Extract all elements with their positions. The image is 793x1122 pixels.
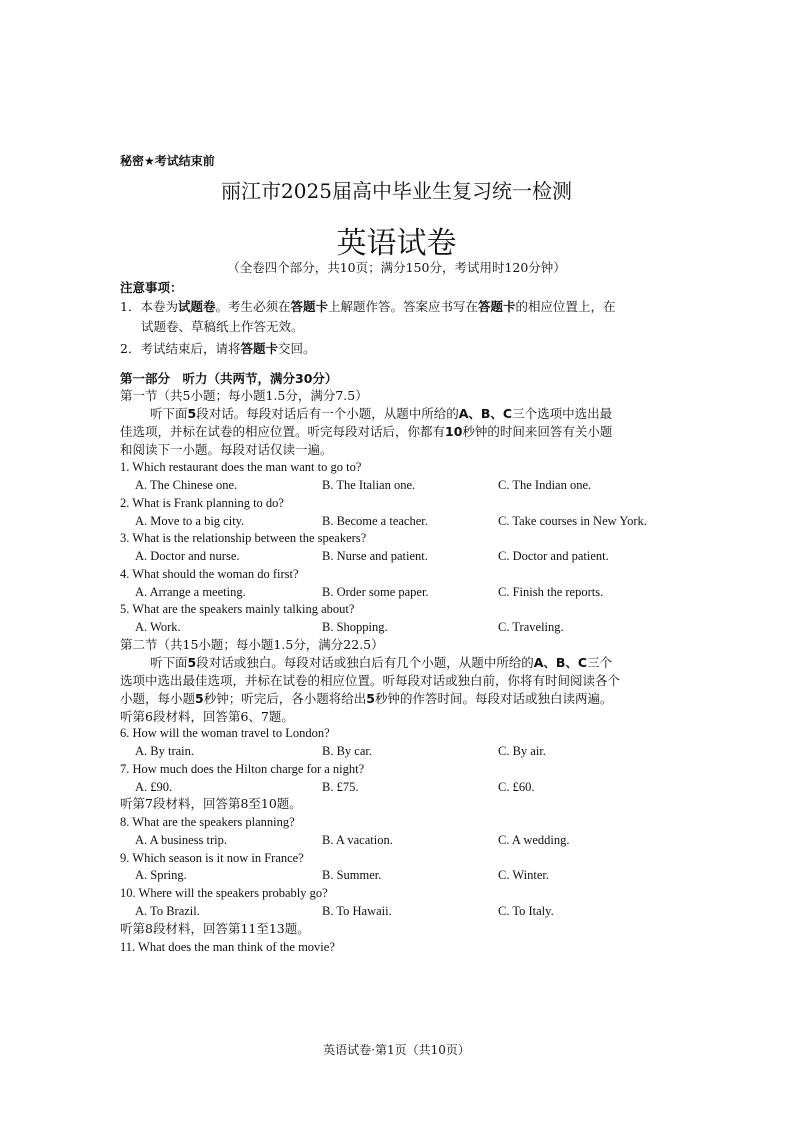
page-footer: 英语试卷·第1页（共10页） <box>323 1043 470 1057</box>
notice-item-1: 1．本卷为试题卷。考生必须在答题卡上解题作答。答案应书写在答题卡的相应位置上，在 <box>120 299 616 314</box>
q6-option-a[interactable]: A. By train. <box>135 744 195 758</box>
q9-option-a[interactable]: A. Spring. <box>135 868 187 882</box>
q9-option-b[interactable]: B. Summer. <box>322 868 382 882</box>
q7-option-a[interactable]: A. £90. <box>135 780 173 794</box>
material-6-label: 听第6段材料，回答第6、7题。 <box>120 709 294 724</box>
q8-option-c[interactable]: C. A wedding. <box>498 833 570 847</box>
q8-option-b[interactable]: B. A vacation. <box>322 833 393 847</box>
section1-instruction-line3: 和阅读下一小题。每段对话仅读一遍。 <box>120 442 333 457</box>
exam-subtitle: （全卷四个部分，共10页；满分150分，考试用时120分钟） <box>227 260 566 275</box>
q1-option-b[interactable]: B. The Italian one. <box>322 478 416 492</box>
q9-option-c[interactable]: C. Winter. <box>498 868 550 882</box>
q2-option-b[interactable]: B. Become a teacher. <box>322 514 428 528</box>
exam-title: 丽江市2025届高中毕业生复习统一检测 <box>221 179 572 203</box>
q7-option-c[interactable]: C. £60. <box>498 780 535 794</box>
q2-option-a[interactable]: A. Move to a big city. <box>135 514 245 528</box>
q10-option-b[interactable]: B. To Hawaii. <box>322 904 392 918</box>
q5-option-c[interactable]: C. Traveling. <box>498 620 564 634</box>
q4-option-c[interactable]: C. Finish the reports. <box>498 585 604 599</box>
section1-instruction-line2: 佳选项，并标在试卷的相应位置。听完每段对话后，你都有10秒钟的时间来回答有关小题 <box>120 424 613 439</box>
section2-instruction-line3: 小题，每小题5秒钟；听完后，各小题将给出5秒钟的作答时间。每段对话或独白读两遍。 <box>120 691 613 706</box>
section1-instruction-line1: 听下面5段对话。每段对话后有一个小题，从题中所给的A、B、C三个选项中选出最 <box>150 406 613 421</box>
q10-option-a[interactable]: A. To Brazil. <box>135 904 200 918</box>
q2-option-c[interactable]: C. Take courses in New York. <box>498 514 647 528</box>
part1-heading: 第一部分 听力（共两节，满分30分） <box>120 371 338 386</box>
q3-option-c[interactable]: C. Doctor and patient. <box>498 549 609 563</box>
q7-option-b[interactable]: B. £75. <box>322 780 359 794</box>
question-1: 1. Which restaurant does the man want to go to? <box>120 460 362 474</box>
confidential-label: 秘密★考试结束前 <box>120 154 215 168</box>
notice-heading: 注意事项： <box>120 280 183 295</box>
question-6: 6. How will the woman travel to London? <box>120 726 330 740</box>
q5-option-b[interactable]: B. Shopping. <box>322 620 388 634</box>
q4-option-a[interactable]: A. Arrange a meeting. <box>135 585 246 599</box>
q1-option-c[interactable]: C. The Indian one. <box>498 478 592 492</box>
q10-option-c[interactable]: C. To Italy. <box>498 904 554 918</box>
question-11: 11. What does the man think of the movie? <box>120 940 335 954</box>
question-2: 2. What is Frank planning to do? <box>120 496 284 510</box>
q5-option-a[interactable]: A. Work. <box>135 620 181 634</box>
q3-option-b[interactable]: B. Nurse and patient. <box>322 549 428 563</box>
subject-title: 英语试卷 <box>336 226 457 261</box>
question-10: 10. Where will the speakers probably go? <box>120 886 328 900</box>
notice-item-2: 2．考试结束后，请将答题卡交回。 <box>120 341 316 356</box>
q8-option-a[interactable]: A. A business trip. <box>135 833 228 847</box>
section2-instruction-line2: 选项中选出最佳选项，并标在试卷的相应位置。听每段对话或独白前，你将有时间阅读各个 <box>120 673 621 688</box>
notice-item-1-cont: 试题卷、草稿纸上作答无效。 <box>141 319 304 334</box>
question-5: 5. What are the speakers mainly talking about? <box>120 602 355 616</box>
question-7: 7. How much does the Hilton charge for a night? <box>120 762 365 776</box>
q1-option-a[interactable]: A. The Chinese one. <box>135 478 238 492</box>
q4-option-b[interactable]: B. Order some paper. <box>322 585 429 599</box>
question-8: 8. What are the speakers planning? <box>120 815 295 829</box>
material-8-label: 听第8段材料，回答第11至13题。 <box>120 921 310 936</box>
material-7-label: 听第7段材料，回答第8至10题。 <box>120 796 302 811</box>
section2-instruction-line1: 听下面5段对话或独白。每段对话或独白后有几个小题，从题中所给的A、B、C三个 <box>150 655 613 670</box>
question-4: 4. What should the woman do first? <box>120 567 299 581</box>
question-9: 9. Which season is it now in France? <box>120 851 304 865</box>
section2-heading: 第二节（共15小题；每小题1.5分，满分22.5） <box>120 637 384 652</box>
question-3: 3. What is the relationship between the speakers? <box>120 531 367 545</box>
section1-heading: 第一节（共5小题；每小题1.5分，满分7.5） <box>120 388 368 403</box>
q3-option-a[interactable]: A. Doctor and nurse. <box>135 549 240 563</box>
q6-option-c[interactable]: C. By air. <box>498 744 546 758</box>
q6-option-b[interactable]: B. By car. <box>322 744 372 758</box>
